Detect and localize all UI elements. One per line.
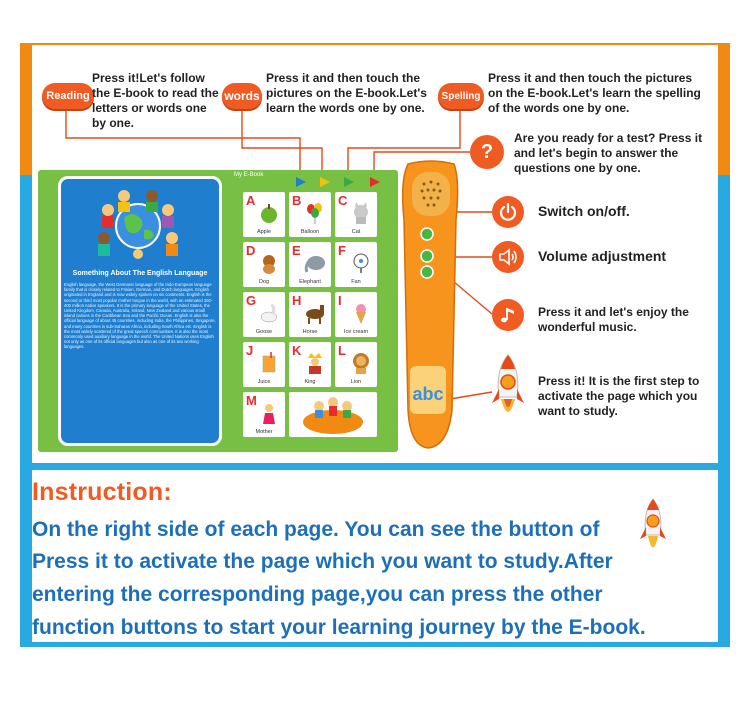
alphabet-card[interactable] [335, 342, 377, 387]
card-letter: L [338, 343, 346, 358]
card-letter: M [246, 393, 257, 408]
family-illustration [289, 392, 377, 437]
rocket-icon [490, 353, 526, 433]
card-word: Mother [255, 429, 273, 435]
words-button[interactable] [320, 177, 330, 187]
blue-edge-left [20, 175, 32, 465]
alphabet-card[interactable] [335, 192, 377, 237]
ice-cream-icon [349, 302, 373, 324]
card-word: Apple [256, 229, 272, 235]
spelling-button[interactable] [344, 177, 354, 187]
alphabet-card[interactable] [289, 192, 331, 237]
speaker-icon [492, 241, 524, 273]
spelling-description: Press it and then touch the pictures on the E-book.Let's learn the spelling of the words one by one. [488, 71, 701, 115]
card-letter: K [292, 343, 302, 358]
instruction-line-2: Press it to activate the page which you want to study.After [32, 550, 613, 573]
card-letter: C [338, 193, 348, 208]
instruction-line-1: On the right side of each page. You can see the button of [32, 518, 600, 541]
card-word: Fan [351, 279, 361, 285]
alphabet-grid [243, 192, 379, 438]
lion-icon [349, 352, 373, 374]
ebook-label: My E-Book [234, 172, 264, 178]
dog-icon [257, 252, 281, 274]
card-word: Balloon [300, 229, 320, 235]
card-letter: E [292, 243, 301, 258]
card-word: Elephant [299, 279, 321, 285]
go-description: Press it! It is the first step to activate the page which you want to study. [538, 374, 700, 418]
card-word: Horse [302, 329, 318, 335]
instruction-line-3: entering the corresponding page,you can press the other [32, 583, 603, 606]
alphabet-card[interactable] [243, 292, 285, 337]
card-letter: D [246, 243, 256, 258]
test-button[interactable] [370, 177, 380, 187]
cat-icon [349, 202, 373, 224]
blue-edge-right [718, 175, 730, 465]
power-description: Switch on/off. [538, 203, 630, 219]
alphabet-card[interactable] [289, 292, 331, 337]
words-description: Press it and then touch the pictures on the E-book.Let's learn the words one by one. [266, 71, 427, 115]
card-letter: F [338, 243, 346, 258]
music-description: Press it and let's enjoy the wonderful music. [538, 305, 689, 334]
juice-icon [257, 352, 281, 374]
card-letter: I [338, 293, 342, 308]
card-letter: J [246, 343, 254, 358]
alphabet-card[interactable] [289, 342, 331, 387]
card-word: Goose [255, 329, 273, 335]
card-word: King [304, 379, 316, 385]
elephant-icon [303, 252, 327, 274]
goose-icon [257, 302, 281, 324]
e-pen-control-bar [398, 160, 464, 450]
fan-icon [349, 252, 373, 274]
card-word: Dog [258, 279, 270, 285]
test-description: Are you ready for a test? Press it and let's begin to answer the questions one by one. [514, 131, 703, 175]
words-tag: words [222, 83, 262, 109]
card-letter: H [292, 293, 302, 308]
mother-icon [257, 402, 281, 424]
card-letter: A [246, 193, 256, 208]
card-letter: B [292, 193, 302, 208]
apple-icon [257, 202, 281, 224]
orange-edge-right [718, 43, 730, 177]
alphabet-card[interactable] [335, 292, 377, 337]
card-word: Ice cream [343, 329, 369, 335]
card-letter: G [246, 293, 257, 308]
instruction-title: Instruction: [32, 478, 172, 506]
instruction-line-4: function buttons to start your learning journey by the E-book. [32, 616, 646, 639]
card-word: Cat [351, 229, 361, 235]
alphabet-card[interactable] [243, 342, 285, 387]
king-icon [303, 352, 327, 374]
alphabet-card[interactable] [243, 242, 285, 287]
card-word: Juice [257, 379, 271, 385]
orange-edge-left [20, 43, 32, 177]
article-title: Something About The English Language [72, 270, 208, 277]
rocket-icon [638, 497, 668, 567]
volume-description: Volume adjustment [538, 248, 667, 264]
card-word: Lion [350, 379, 362, 385]
svg-text:abc: abc [412, 384, 444, 404]
reading-tag: Reading [42, 83, 94, 109]
article-text: English language, the West Germanic language of the Indo-European language family that is closely related to Frisian, German, and Dutch languages. English originated in England and is now widely spoken on six continents. English is the second or third most popular mother tongue in the world, with an estimated 350-400 million native speakers. It is the primary language of the United States, the United Kingdom, Canada, Australia, Ireland, New Zealand and various small island nations in the Caribbean Sea and the Pacific Ocean. English is also the official language of about 45 countries, including India, the Philippines, Singapore, and many countries in sub-Saharan Africa, including South Africa etc. English is the most widely scattered of the great speech communities. It is also the most commonly used auxiliary language in the world. The United Nations uses English not only as one of its official languages but also as one of its two working languages. [64, 282, 216, 350]
music-note-icon [492, 299, 524, 331]
reading-button[interactable] [296, 177, 306, 187]
power-icon [492, 196, 524, 228]
reading-description: Press it!Let's follow the E-book to read the letters or words one by one. [92, 71, 219, 130]
alphabet-card[interactable] [243, 192, 285, 237]
alphabet-card[interactable] [335, 242, 377, 287]
globe-children-illustration [94, 188, 182, 262]
spelling-tag: Spelling [438, 83, 484, 109]
balloon-icon [303, 202, 327, 224]
horse-icon [303, 302, 327, 324]
question-icon: ? [470, 135, 504, 169]
alphabet-card[interactable] [243, 392, 285, 437]
alphabet-card[interactable] [289, 242, 331, 287]
